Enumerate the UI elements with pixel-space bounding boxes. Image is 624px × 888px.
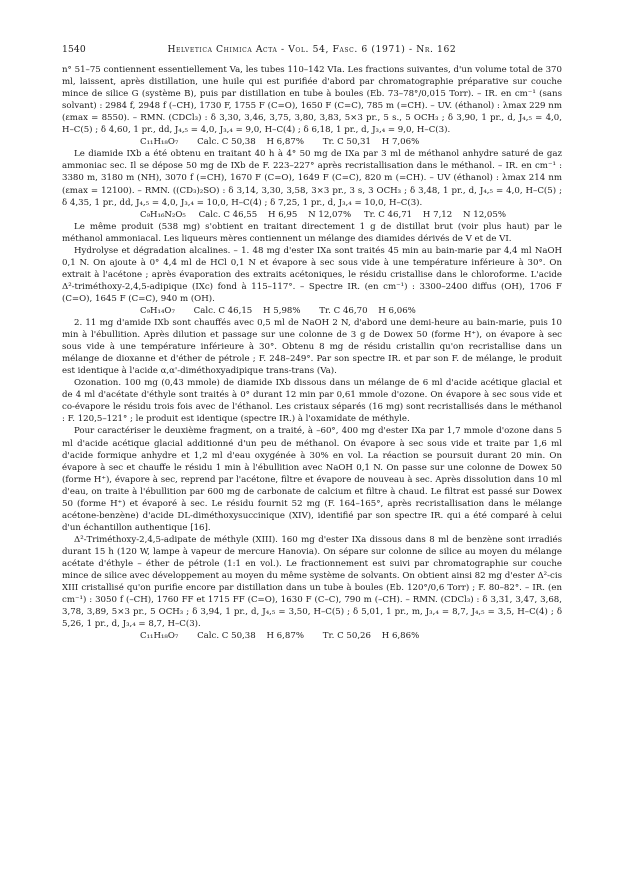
formula-found: Tr. C 46,70 — [319, 305, 368, 316]
paragraph-hydrolysis: Hydrolyse et dégradation alcalines. – 1. 48 mg d'ester IXa sont traités 45 min au bain-marie par 4,4 ml NaOH 0,1 N. On ajoute à 0° 4,4 ml de HCl 0,1 N et évapore à sec sous vide à une température inférieure à 30°. On extrait à l'acétone ; après évaporation des extraits acétoniques, le résidu cristallise dans le chloroforme. L'acide Δ²-triméthoxy-2,4,5-adipique (IXc) fond à 115–117°. – Spectre IR. (en cm⁻¹) : 3300–2400 diffus (OH), 1706 F (C=O), 1645 F (C=C), 940 m (OH). — [62, 245, 562, 304]
formula-found: Tr. C 50,31 — [322, 137, 371, 148]
formula-found-n: N 12,05% — [462, 209, 507, 220]
running-header — [62, 44, 562, 56]
analysis-formula — [140, 136, 562, 148]
formula-compound: C₉H₁₄O₇ — [140, 305, 175, 316]
analysis-formula — [140, 305, 562, 317]
analysis-formula — [140, 209, 562, 221]
formula-found-h: H 7,06% — [381, 137, 420, 148]
formula-compound: C₉H₁₆N₂O₅ — [140, 209, 186, 220]
formula-calc-h: H 6,87% — [266, 631, 304, 642]
paragraph-diamide: Le diamide IXb a été obtenu en traitant 40 h à 4° 50 mg de IXa par 3 ml de méthanol anhydre saturé de gaz ammoniac sec. Il se dépose 50 mg de IXb de F. 223–227° après recristallisation dans le méthanol. – IR. en cm⁻¹ : 3380 m, 3180 m (NH), 3070 f (=CH), 1670 F (C=O), 1649 F (C=C), 820 m (=CH). – UV (éthanol) : λmax 214 nm (εmax = 12100). – RMN. ((CD₃)₂SO) : δ 3,14, 3,30, 3,58, 3×3 pr., 3 s, 3 OCH₃ ; δ 3,48, 1 pr., d, J₄,₅ = 4,0, H–C(5) ; δ 4,35, 1 pr., dd, J₄,₅ = 4,0, J₃,₄ = 10,0, H–C(4) ; δ 7,25, 1 pr., d, J₃,₄ = 10,0, H–C(3). — [62, 149, 562, 208]
formula-found: Tr. C 46,71 — [363, 209, 413, 220]
formula-calc: Calc. C 50,38 — [197, 631, 256, 642]
formula-found-h: H 6,06% — [378, 305, 416, 316]
formula-calc: Calc. C 50,38 — [197, 137, 256, 148]
formula-compound: C₁₁H₁₈O₇ — [140, 137, 179, 148]
formula-calc-h: H 6,95 — [267, 209, 298, 220]
paragraph-ozonation: Ozonation. 100 mg (0,43 mmole) de diamide IXb dissous dans un mélange de 6 ml d'acide acétique glacial et de 4 ml d'acétate d'éthyle sont traités à 0° durant 12 min par 0,61 mmole d'ozone. On évapore à sec sous vide et co-évapore le résidu trois fois avec de l'éthanol. Les cristaux séparés (16 mg) sont recristallisés dans le méthanol : F. 120,5–121° ; le produit est identique (spectre IR.) à l'oxamidate de méthyle. — [62, 378, 562, 425]
formula-calc-h: H 6,87% — [266, 137, 304, 148]
paragraph-fractions: n° 51–75 contiennent essentiellement Va, les tubes 110–142 VIa. Les fractions suivantes, d'un volume total de 370 ml, laissent, après distillation, une huile qui est purifiée d'abord par chromatographie préparative sur couche mince de silice G (système B), puis par distillation en tube à boules (Eb. 73–78°/0,015 Torr). – IR. en cm⁻¹ (sans solvant) : 2984 f, 2948 f (–CH), 1730 F, 1755 F (C=O), 1650 F (C=C), 785 m (=CH). – UV. (éthanol) : λmax 229 nm (εmax = 8550). – RMN. (CDCl₃) : δ 3,30, 3,46, 3,75, 3,80, 3,83, 5×3 pr., 5 s., 5 OCH₃ ; δ 3,90, 1 pr., d, J₄,₅ = 4,0, H–C(5) ; δ 4,60, 1 pr., dd, J₄,₅ = 4,0, J₃,₄ = 9,0, H–C(4) ; δ 6,18, 1 pr., d, J₃,₄ = 9,0, H–C(3). — [62, 65, 562, 136]
formula-found-h: H 6,86% — [381, 631, 420, 642]
analysis-formula — [140, 630, 562, 642]
formula-calc-h: H 5,98% — [263, 305, 301, 316]
formula-calc: Calc. C 46,15 — [193, 305, 253, 316]
paragraph-adipate: Δ²-Triméthoxy-2,4,5-adipate de méthyle (XIII). 160 mg d'ester IXa dissous dans 8 ml de benzène sont irradiés durant 15 h (120 W, lampe à vapeur de mercure Hanovia). On sépare sur colonne de silice au moyen du mélange acétate d'éthyle – éther de pétrole (1:1 en vol.). Le fractionnement est suivi par chromatographie sur couche mince de silice avec développement au moyen du même système de solvants. On obtient ainsi 82 mg d'ester Δ²-cis XIII cristallisé qu'on purifie encore par distillation dans un tube à boules (Eb. 120°/0,6 Torr) ; F. 80–82°. – IR. (en cm⁻¹) : 3050 f (–CH), 1760 FF et 1715 FF (C=O), 1630 F (C–C), 790 m (–CH). – RMN. (CDCl₃) : δ 3,31, 3,47, 3,68, 3,78, 3,89, 5×3 pr., 5 OCH₃ ; δ 3,94, 1 pr., d, J₄,₅ = 3,50, H–C(5) ; δ 5,01, 1 pr., m, J₃,₄ = 8,7, J₄,₅ = 3,5, H–C(4) ; δ 5,26, 1 pr., d, J₃,₄ = 8,7, H–C(3). — [62, 534, 562, 630]
formula-found-h: H 7,12 — [422, 209, 453, 220]
document-page — [62, 44, 562, 642]
formula-calc: Calc. C 46,55 — [198, 209, 258, 220]
journal-title: Helvetica Chimica Acta - Vol. 54, Fasc. 6 (1971) - Nr. 162 — [167, 44, 457, 55]
paragraph-same-product: Le même produit (538 mg) s'obtient en traitant directement 1 g de distillat brut (voir plus haut) par le méthanol ammoniacal. Les liqueurs mères contiennent un mélange des diamides dérivés de V et de VI. — [62, 221, 562, 244]
page-number: 1540 — [62, 44, 86, 55]
formula-calc-n: N 12,07% — [308, 209, 352, 220]
paragraph-amide-heating: 2. 11 mg d'amide IXb sont chauffés avec 0,5 ml de NaOH 2 N, d'abord une demi-heure au bain-marie, puis 10 min à l'ébullition. Après dilution et passage sur une colonne de 3 g de Dowex 50 (forme H⁺), on évapore à sec sous vide à une température inférieure à 30°. Obtenu 8 mg de résidu cristallin qu'on recristallise dans un mélange de dioxanne et d'éther de pétrole ; F. 248–249°. Par son spectre IR. et par son F. de mélange, le produit est identique à l'acide α,α'-diméthoxyadipique trans-trans (Va). — [62, 318, 562, 377]
formula-compound: C₁₁H₁₈O₇ — [140, 631, 179, 642]
formula-found: Tr. C 50,26 — [322, 631, 371, 642]
paragraph-second-fragment: Pour caractériser le deuxième fragment, on a traité, à –60°, 400 mg d'ester IXa par 1,7 mmole d'ozone dans 5 ml d'acide acétique glacial additionné d'un peu de méthanol. On évapore à sec sous vide et traite par 1,6 ml d'acide formique anhydre et 1,2 ml d'eau oxygénée à 30% en vol. La réaction se poursuit durant 20 min. On évapore à sec et chauffe le résidu 1 min à l'ébullition avec NaOH 0,1 N. On passe sur une colonne de Dowex 50 (forme H⁺), évapore à sec, reprend par l'acétone, filtre et évapore de nouveau à sec. Après dissolution dans 10 ml d'eau, on traite à l'ébullition par 600 mg de carbonate de calcium et filtre à chaud. Le filtrat est passé sur Dowex 50 (forme H⁺) et évaporé à sec. Le résidu fournit 52 mg (F. 164–165°, après recristallisation dans le mélange acétone-benzène) d'acide DL-diméthoxysuccinique (XIV), identifié par son spectre IR. qui a été comparé à celui d'un échantillon authentique [16]. — [62, 426, 562, 533]
